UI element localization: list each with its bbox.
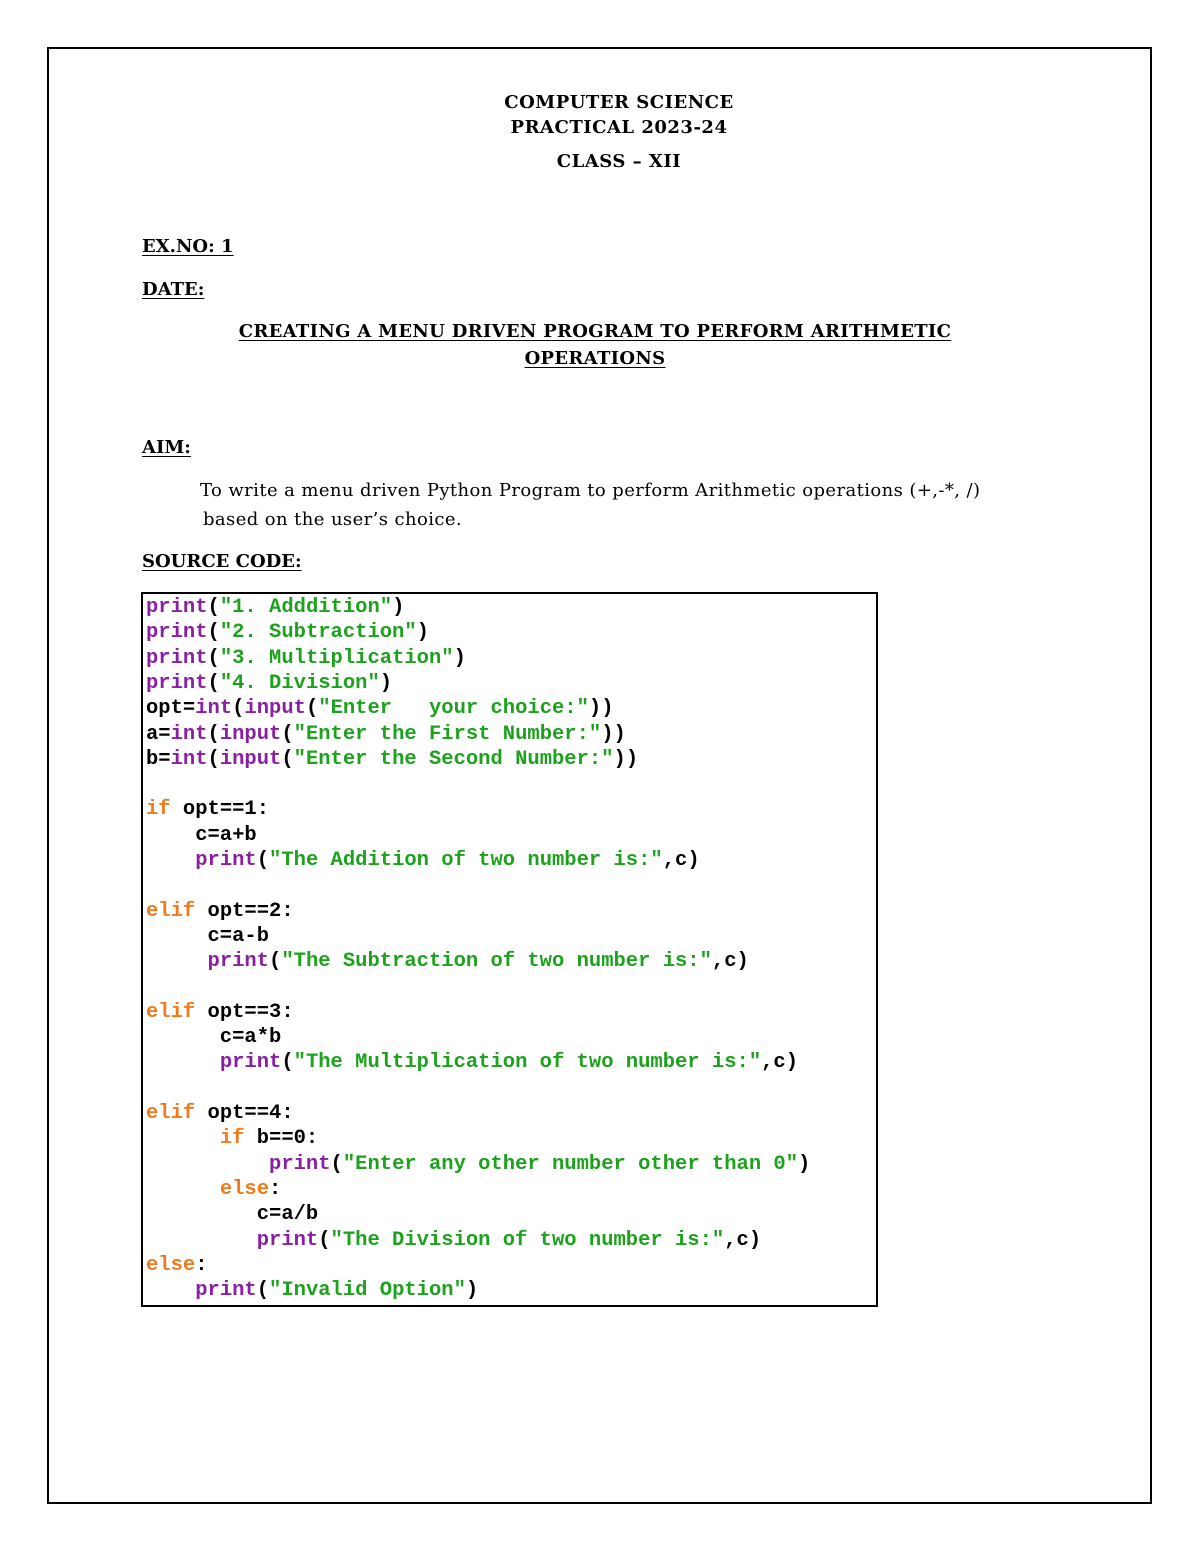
code-token: print <box>195 1279 257 1303</box>
code-token: ) <box>453 646 466 670</box>
code-token: "The Subtraction of two number is:" <box>281 950 712 974</box>
code-token: c=a+b <box>146 823 257 847</box>
code-token: "The Multiplication of two number is:" <box>293 1051 762 1075</box>
code-token: input <box>219 722 282 746</box>
code-token: c=a/b <box>146 1203 319 1227</box>
code-token: print <box>207 950 270 974</box>
code-line <box>146 646 466 671</box>
subject-heading: COMPUTER SCIENCE <box>504 92 734 113</box>
code-token: ( <box>207 747 220 771</box>
code-token: int <box>170 747 208 771</box>
code-token <box>146 1153 269 1176</box>
code-token <box>146 1127 220 1150</box>
exercise-number: EX.NO: 1 <box>142 236 234 257</box>
aim-line-1: To write a menu driven Python Program to perform Arithmetic operations (+,-*, /) <box>200 480 981 501</box>
code-token: ( <box>256 1279 270 1303</box>
code-line <box>146 1025 281 1050</box>
code-token: ( <box>305 697 319 721</box>
code-token: ( <box>207 596 220 619</box>
code-token: ) <box>465 1279 479 1303</box>
code-token: ( <box>281 1051 294 1075</box>
code-token: ,c) <box>711 950 749 974</box>
code-line <box>146 1228 761 1253</box>
code-token: print <box>146 596 208 619</box>
code-token <box>146 1051 220 1074</box>
code-token: print <box>146 646 208 670</box>
exercise-title-line2: OPERATIONS <box>524 348 666 369</box>
code-line <box>146 899 294 924</box>
code-token: opt==3: <box>195 1000 294 1024</box>
code-token: ( <box>318 1228 331 1252</box>
code-line <box>146 1050 798 1075</box>
code-token: ( <box>281 722 294 746</box>
code-token: : <box>195 1253 208 1277</box>
code-token: : <box>269 1177 282 1201</box>
code-token: "The Addition of two number is:" <box>269 849 663 872</box>
code-token: ) <box>416 621 429 645</box>
code-token: "Invalid Option" <box>269 1279 466 1303</box>
code-token: "Enter the Second Number:" <box>293 747 614 771</box>
code-token <box>146 1229 257 1252</box>
code-token: ) <box>798 1152 811 1176</box>
code-token: a= <box>146 722 171 746</box>
code-line <box>146 1101 294 1126</box>
code-token: opt==1: <box>170 798 270 822</box>
code-line <box>146 924 269 949</box>
code-token: elif <box>146 1000 196 1024</box>
class-heading: CLASS – XII <box>556 151 682 172</box>
code-token: input <box>219 747 282 771</box>
date-label: DATE: <box>142 279 205 300</box>
practical-year-heading: PRACTICAL 2023-24 <box>510 117 728 138</box>
code-token: ( <box>269 950 282 974</box>
code-token: )) <box>613 747 639 771</box>
code-token: ,c) <box>724 1228 762 1252</box>
code-token: opt==4: <box>195 1102 294 1125</box>
code-token <box>146 1178 220 1201</box>
code-line <box>146 797 269 822</box>
code-token: int <box>195 697 233 721</box>
code-token: print <box>256 1228 319 1252</box>
code-token: print <box>219 1051 282 1075</box>
code-line <box>146 1202 318 1227</box>
code-token: "3. Multiplication" <box>219 646 454 670</box>
code-line <box>146 1278 478 1303</box>
code-token: ( <box>207 722 220 746</box>
code-token: "Enter the First Number:" <box>293 722 602 746</box>
code-token: print <box>195 849 257 872</box>
code-token <box>146 1279 195 1302</box>
code-token: opt==2: <box>195 899 294 923</box>
code-token <box>146 849 195 872</box>
code-token: elif <box>146 1102 196 1125</box>
code-token: else <box>146 1253 196 1277</box>
code-token: "1. Adddition" <box>219 596 393 619</box>
code-line <box>146 671 392 696</box>
code-line <box>146 1126 318 1151</box>
code-line <box>146 696 614 721</box>
code-token: "Enter any other number other than 0" <box>342 1152 799 1176</box>
code-token: print <box>269 1152 331 1176</box>
code-line <box>146 747 638 772</box>
code-line <box>146 823 257 848</box>
code-token: if <box>146 798 171 822</box>
code-token: if <box>219 1127 245 1151</box>
code-token: ( <box>207 621 220 645</box>
code-token: "Enter your choice:" <box>318 697 589 721</box>
code-token: ( <box>232 697 245 721</box>
code-line <box>146 1152 810 1177</box>
code-line <box>146 1000 294 1025</box>
code-line <box>146 1177 281 1202</box>
source-code-label: SOURCE CODE: <box>142 551 302 572</box>
code-line <box>146 848 700 873</box>
code-token: "2. Subtraction" <box>219 621 417 645</box>
code-line <box>146 620 429 645</box>
code-token: opt= <box>146 697 196 721</box>
code-token: ( <box>281 747 294 771</box>
code-token: ,c) <box>761 1051 799 1075</box>
code-token: )) <box>601 722 626 746</box>
aim-line-2: based on the user’s choice. <box>203 509 463 530</box>
code-token: elif <box>146 899 196 923</box>
code-token: b==0: <box>244 1127 319 1151</box>
code-token: input <box>244 697 306 721</box>
code-token: ) <box>379 671 393 695</box>
code-token: ( <box>207 646 220 670</box>
code-token: ,c) <box>662 849 700 872</box>
code-line <box>146 595 404 620</box>
code-token: print <box>146 671 208 695</box>
code-token <box>146 950 208 973</box>
code-token: "The Division of two number is:" <box>330 1228 725 1252</box>
code-line <box>146 722 626 747</box>
exercise-title-line1: CREATING A MENU DRIVEN PROGRAM TO PERFORM ARITHMETIC <box>238 321 952 342</box>
code-token: c=a-b <box>146 924 270 948</box>
code-token: ( <box>330 1152 343 1176</box>
code-token: c=a*b <box>146 1026 282 1050</box>
code-token: )) <box>588 697 614 721</box>
code-token: print <box>146 621 208 645</box>
code-token: int <box>170 722 208 746</box>
code-token: else <box>219 1177 270 1201</box>
code-token: ( <box>256 849 270 872</box>
code-line <box>146 949 749 974</box>
code-token: ) <box>392 596 405 619</box>
code-token: "4. Division" <box>219 671 380 695</box>
code-token: ( <box>207 671 220 695</box>
code-token: b= <box>146 747 171 771</box>
code-line <box>146 1253 208 1278</box>
source-code-block <box>141 592 878 1307</box>
aim-label: AIM: <box>142 437 191 458</box>
